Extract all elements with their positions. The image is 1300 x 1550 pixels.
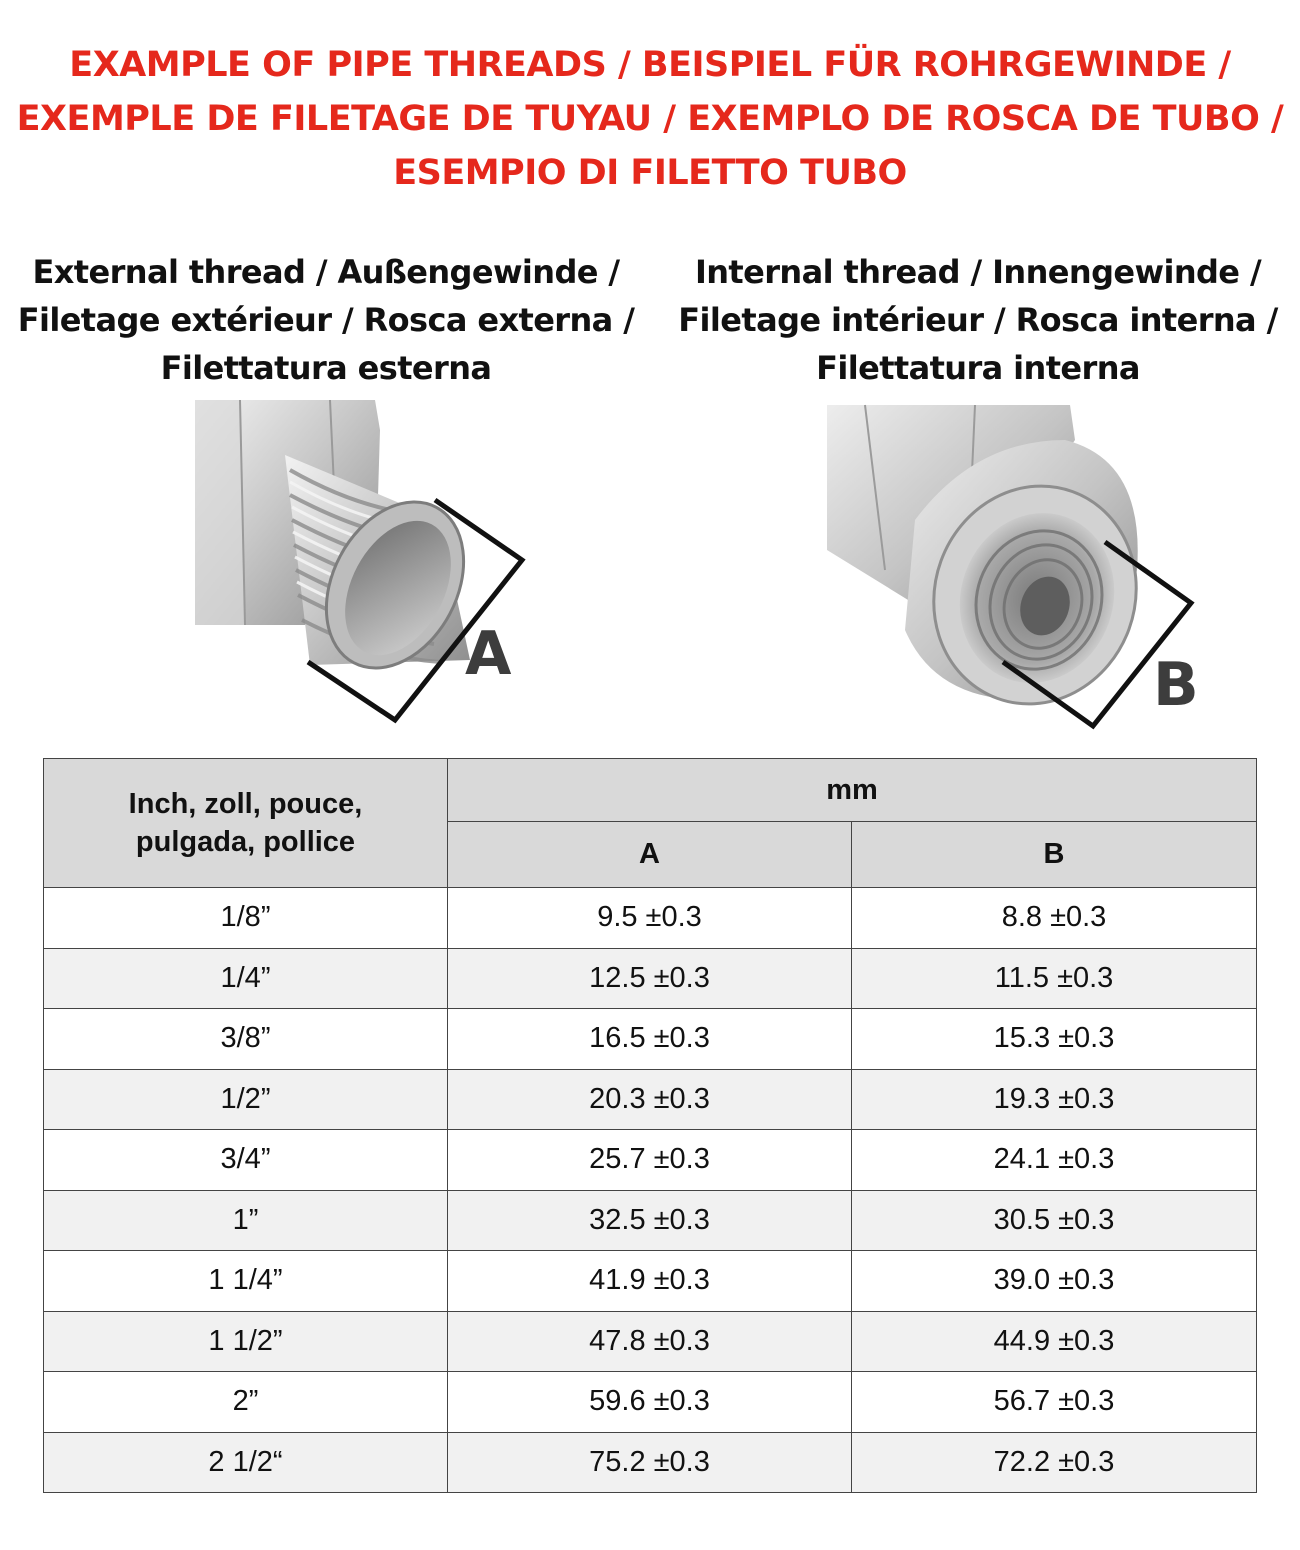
cell-a: 32.5 ±0.3: [448, 1190, 852, 1251]
table-row: [44, 1069, 1257, 1130]
external-caption-line-3: Filettatura esterna: [160, 349, 492, 387]
dimension-label-a: A: [465, 619, 512, 689]
dimension-label-b: B: [1153, 650, 1199, 720]
cell-a: 12.5 ±0.3: [448, 948, 852, 1009]
table-row: [44, 948, 1257, 1009]
title-line-1: EXAMPLE OF PIPE THREADS / BEISPIEL FÜR ROHRGEWINDE /: [69, 45, 1231, 85]
cell-inch: 3/8”: [44, 1009, 448, 1070]
cell-b: 72.2 ±0.3: [852, 1432, 1257, 1493]
internal-caption-line-1: Internal thread / Innengewinde /: [694, 253, 1262, 291]
cell-inch: 1/2”: [44, 1069, 448, 1130]
cell-inch: 1 1/2”: [44, 1311, 448, 1372]
header-col-a: A: [448, 822, 852, 888]
header-inch-line-1: Inch, zoll, pouce,: [128, 788, 363, 820]
thread-size-table: [43, 758, 1257, 1493]
internal-caption-line-3: Filettatura interna: [816, 349, 1140, 387]
cell-b: 8.8 ±0.3: [852, 888, 1257, 949]
header-col-b: B: [852, 822, 1257, 888]
cell-a: 47.8 ±0.3: [448, 1311, 852, 1372]
header-unit-mm: mm: [448, 759, 1257, 822]
external-caption-line-2: Filetage extérieur / Rosca externa /: [17, 301, 635, 339]
cell-b: 39.0 ±0.3: [852, 1251, 1257, 1312]
table-row: [44, 1190, 1257, 1251]
cell-a: 75.2 ±0.3: [448, 1432, 852, 1493]
external-thread-caption: [6, 248, 646, 392]
internal-thread-fitting-image: [825, 400, 1205, 740]
cell-inch: 1/4”: [44, 948, 448, 1009]
header-inch-line-2: pulgada, pollice: [135, 826, 356, 858]
title-line-3: ESEMPIO DI FILETTO TUBO: [393, 153, 907, 193]
cell-inch: 1”: [44, 1190, 448, 1251]
cell-a: 20.3 ±0.3: [448, 1069, 852, 1130]
table-row: [44, 1130, 1257, 1191]
cell-b: 56.7 ±0.3: [852, 1372, 1257, 1433]
cell-b: 44.9 ±0.3: [852, 1311, 1257, 1372]
cell-b: 15.3 ±0.3: [852, 1009, 1257, 1070]
table-row: [44, 1432, 1257, 1493]
cell-b: 24.1 ±0.3: [852, 1130, 1257, 1191]
cell-inch: 2”: [44, 1372, 448, 1433]
table-row: [44, 1372, 1257, 1433]
external-caption-line-1: External thread / Außengewinde /: [32, 253, 620, 291]
cell-b: 11.5 ±0.3: [852, 948, 1257, 1009]
cell-inch: 1 1/4”: [44, 1251, 448, 1312]
table-row: [44, 1311, 1257, 1372]
cell-a: 59.6 ±0.3: [448, 1372, 852, 1433]
cell-a: 41.9 ±0.3: [448, 1251, 852, 1312]
cell-a: 16.5 ±0.3: [448, 1009, 852, 1070]
cell-a: 9.5 ±0.3: [448, 888, 852, 949]
page-title: [0, 38, 1300, 200]
cell-b: 30.5 ±0.3: [852, 1190, 1257, 1251]
table-row: [44, 1251, 1257, 1312]
cell-inch: 1/8”: [44, 888, 448, 949]
table-row: [44, 888, 1257, 949]
cell-b: 19.3 ±0.3: [852, 1069, 1257, 1130]
internal-thread-caption: [658, 248, 1298, 392]
title-line-2: EXEMPLE DE FILETAGE DE TUYAU / EXEMPLO DE ROSCA DE TUBO /: [16, 99, 1284, 139]
internal-caption-line-2: Filetage intérieur / Rosca interna /: [678, 301, 1278, 339]
cell-a: 25.7 ±0.3: [448, 1130, 852, 1191]
cell-inch: 2 1/2“: [44, 1432, 448, 1493]
table-row: [44, 1009, 1257, 1070]
cell-inch: 3/4”: [44, 1130, 448, 1191]
external-thread-fitting-image: [190, 400, 540, 730]
header-inch: [44, 759, 448, 888]
